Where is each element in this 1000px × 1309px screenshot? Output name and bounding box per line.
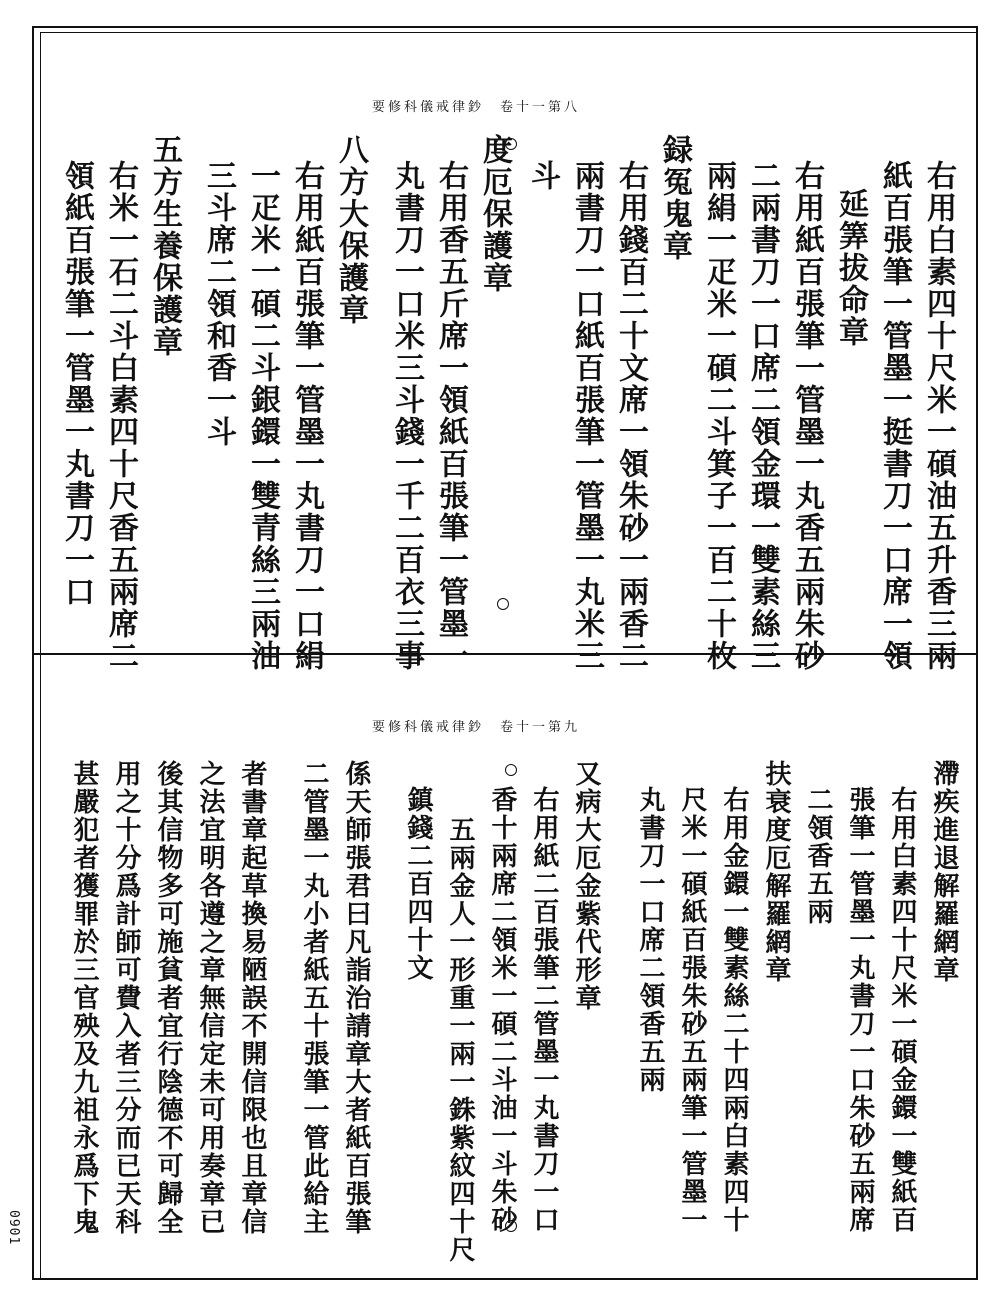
top-column-20: 領紙百張筆一管墨一丸書刀一口 [59, 160, 94, 608]
bottom-column-8: 丸書刀一口席二領香五兩 [635, 786, 665, 1094]
bottom-column-15: 二管墨一丸小者紙五十張筆一管此給主 [299, 760, 329, 1236]
top-column-1: 右用白素四十尺米一碩油五升香三兩 [921, 160, 956, 672]
bottom-column-13: 鎮錢二百四十文 [403, 786, 433, 982]
top-column-2: 紙百張筆一管墨一挺書刀一口席一領 [877, 160, 912, 672]
bottom-column-18: 後其信物多可施貧者宜行陰德不可歸全 [153, 760, 183, 1236]
bottom-column-3: 張筆一管墨一丸書刀一口朱砂五兩席 [845, 786, 875, 1234]
margin-circle-mark [505, 764, 517, 776]
bottom-column-17: 之法宜明各遵之章無信定未可用奏章已 [195, 760, 225, 1236]
page-number: 0901 [6, 1210, 21, 1246]
bottom-column-5: 扶衰度厄解羅網章 [761, 760, 791, 984]
top-header: 要修科儀戒律鈔 卷十一第八 [372, 100, 581, 115]
top-column-10: 斗 [525, 160, 560, 192]
top-column-11: 度厄保護章 [477, 134, 512, 294]
bottom-column-16: 者書章起草換易陋誤不開信限也且章信 [237, 760, 267, 1236]
bottom-header: 要修科儀戒律鈔 卷十一第九 [372, 720, 581, 735]
top-column-12: 右用香五斤席一領紙百張筆一管墨一 [433, 160, 468, 672]
bottom-column-12: 五兩金人一形重一兩一銖紫紋四十尺 [445, 816, 475, 1264]
margin-circle-mark [505, 1220, 517, 1232]
bottom-column-10: 右用紙二百張筆二管墨一丸書刀一口 [529, 786, 559, 1234]
top-column-18: 五方生養保護章 [147, 134, 182, 358]
bottom-column-6: 右用金鐶一雙素絲二十四兩白素四十 [719, 786, 749, 1234]
top-column-6: 兩絹一疋米一碩二斗箕子一百二十枚 [701, 160, 736, 672]
margin-circle-mark [497, 598, 509, 610]
top-column-17: 三斗席二領和香一斗 [201, 160, 236, 448]
bottom-column-11: 香十兩席二領米一碩二斗油一斗朱砂 [487, 786, 517, 1234]
bottom-column-20: 甚嚴犯者獲罪於三官殃及九祖永爲下鬼 [69, 760, 99, 1236]
top-column-15: 右用紙百張筆一管墨一丸書刀一口絹 [289, 160, 324, 672]
bottom-column-19: 用之十分爲計師可費入者三分而已天科 [111, 760, 141, 1236]
top-column-19: 右米一石二斗白素四十尺香五兩席二 [103, 160, 138, 672]
top-column-16: 一疋米一碩二斗銀鐶一雙青絲三兩油 [245, 160, 280, 672]
top-column-13: 丸書刀一口米三斗錢一千二百衣三事 [389, 160, 424, 672]
top-column-4: 右用紙百張筆一管墨一丸香五兩朱砂 [789, 160, 824, 672]
top-column-7: 録冤鬼章 [657, 134, 692, 262]
bottom-column-1: 滯疾進退解羅網章 [929, 760, 959, 984]
bottom-column-9: 又病大厄金紫代形章 [571, 760, 601, 1012]
top-column-5: 二兩書刀一口席二領金環一雙素絲三 [745, 160, 780, 672]
top-column-9: 兩書刀一口紙百張筆一管墨一丸米三 [569, 160, 604, 672]
top-column-14: 八方大保護章 [333, 134, 368, 326]
margin-circle-mark [505, 138, 517, 150]
bottom-column-4: 二領香五兩 [803, 786, 833, 926]
top-column-8: 右用錢百二十文席一領朱砂一兩香二 [613, 160, 648, 672]
page-divider [32, 653, 978, 655]
bottom-column-14: 係天師張君曰凡詣治請章大者紙百張筆 [341, 760, 371, 1236]
top-column-3: 延筭拔命章 [833, 188, 868, 348]
bottom-column-2: 右用白素四十尺米一碩金鐶一雙紙百 [887, 786, 917, 1234]
bottom-column-7: 尺米一碩紙百張朱砂五兩筆一管墨一 [677, 786, 707, 1234]
